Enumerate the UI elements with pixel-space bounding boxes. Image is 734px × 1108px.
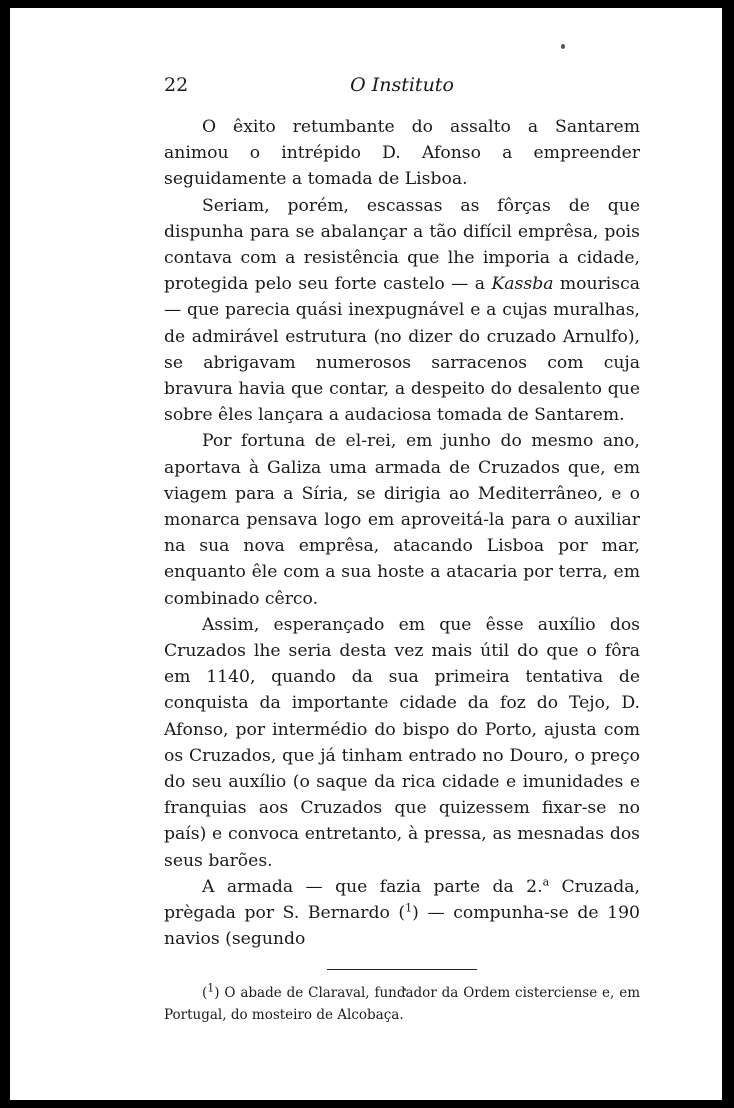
- paragraph-1: O êxito retumbante do assalto a Santarem animou o intrépido D. Afonso a empreender seguidamente a tomada de Lisboa.: [164, 117, 640, 190]
- paragraph-4: Assim, esperançado em que êsse auxílio dos Cruzados lhe seria desta vez mais útil do que o fôra em 1140, quando da sua primeira tentativa de conquista da importante cidade da foz do Tejo, D. Afonso, por intermédio do bispo do Porto, ajusta com os Cruzados, que já tinham entrado no Douro, o preço do seu auxílio (o saque da rica cidade e imunidades e franquias aos Cruzados que quizessem fixar-se no país) e convoca entretanto, à pressa, as mesnadas dos seus barões.: [164, 614, 640, 871]
- paragraph-5-text-c: ) — compunha-se de 190 navios (segundo: [164, 903, 640, 950]
- footnote-marker: 1: [207, 981, 215, 994]
- running-title: O Instituto: [350, 74, 454, 96]
- scan-border-left: [0, 0, 10, 1108]
- footnote-reference: 1: [405, 901, 413, 915]
- page-number: 22: [164, 74, 189, 96]
- paragraph-2-text-a: Seriam, porém, escassas as fôrças de que dispunha para se abalançar a tão difícil emprêsa, pois contava com a resistência que lhe imporia a cidade, protegida pelo seu forte castelo — a: [164, 195, 640, 295]
- paragraph-5-text-a: A armada — que fazia parte da 2.: [202, 876, 543, 897]
- ordinal-superscript: a: [542, 875, 550, 889]
- scan-border-top: [0, 0, 734, 8]
- paper-speck: [561, 44, 565, 49]
- footnote-rule: [327, 969, 477, 970]
- paragraph-2: [164, 193, 640, 429]
- running-head: [164, 68, 640, 104]
- footnote-text: O abade de Claraval, fundador da Ordem cisterciense e, em Portugal, do mosteiro de Alcobaça.: [164, 984, 640, 1023]
- scan-border-right: [722, 0, 734, 1108]
- footnote: [164, 982, 640, 1026]
- paragraph-2-text-b: mourisca — que parecia quási inexpugnável e a cujas muralhas, de admirável estrutura (no dizer do cruzado Arnulfo), se abrigavam numerosos sarracenos com cuja bravura havia que contar, a despeito do desalento que sobre êles lançara a audaciosa tomada de Santarem.: [164, 274, 640, 426]
- paragraph-5: [164, 874, 640, 953]
- paragraph-5-text-b: Cruzada, prègada por S. Bernardo (: [164, 876, 640, 924]
- body-text: [164, 114, 640, 953]
- kassba-italic: Kassba: [491, 274, 554, 295]
- book-page: [164, 68, 640, 1026]
- paragraph-3: Por fortuna de el-rei, em junho do mesmo ano, aportava à Galiza uma armada de Cruzados que, em viagem para a Síria, se dirigia ao Mediterrâneo, e o monarca pensava logo em aproveitá-la para o auxiliar na sua nova emprêsa, atacando Lisboa por mar, enquanto êle com a sua hoste a atacaria por terra, em combinado cêrco.: [164, 431, 640, 609]
- footnote-paragraph: ($^1$) O abade de Claraval, fundador da Ordem cisterciense e, em Portugal, do mosteiro de Alcobaça.: [164, 981, 640, 1023]
- scan-border-bottom: [0, 1100, 734, 1108]
